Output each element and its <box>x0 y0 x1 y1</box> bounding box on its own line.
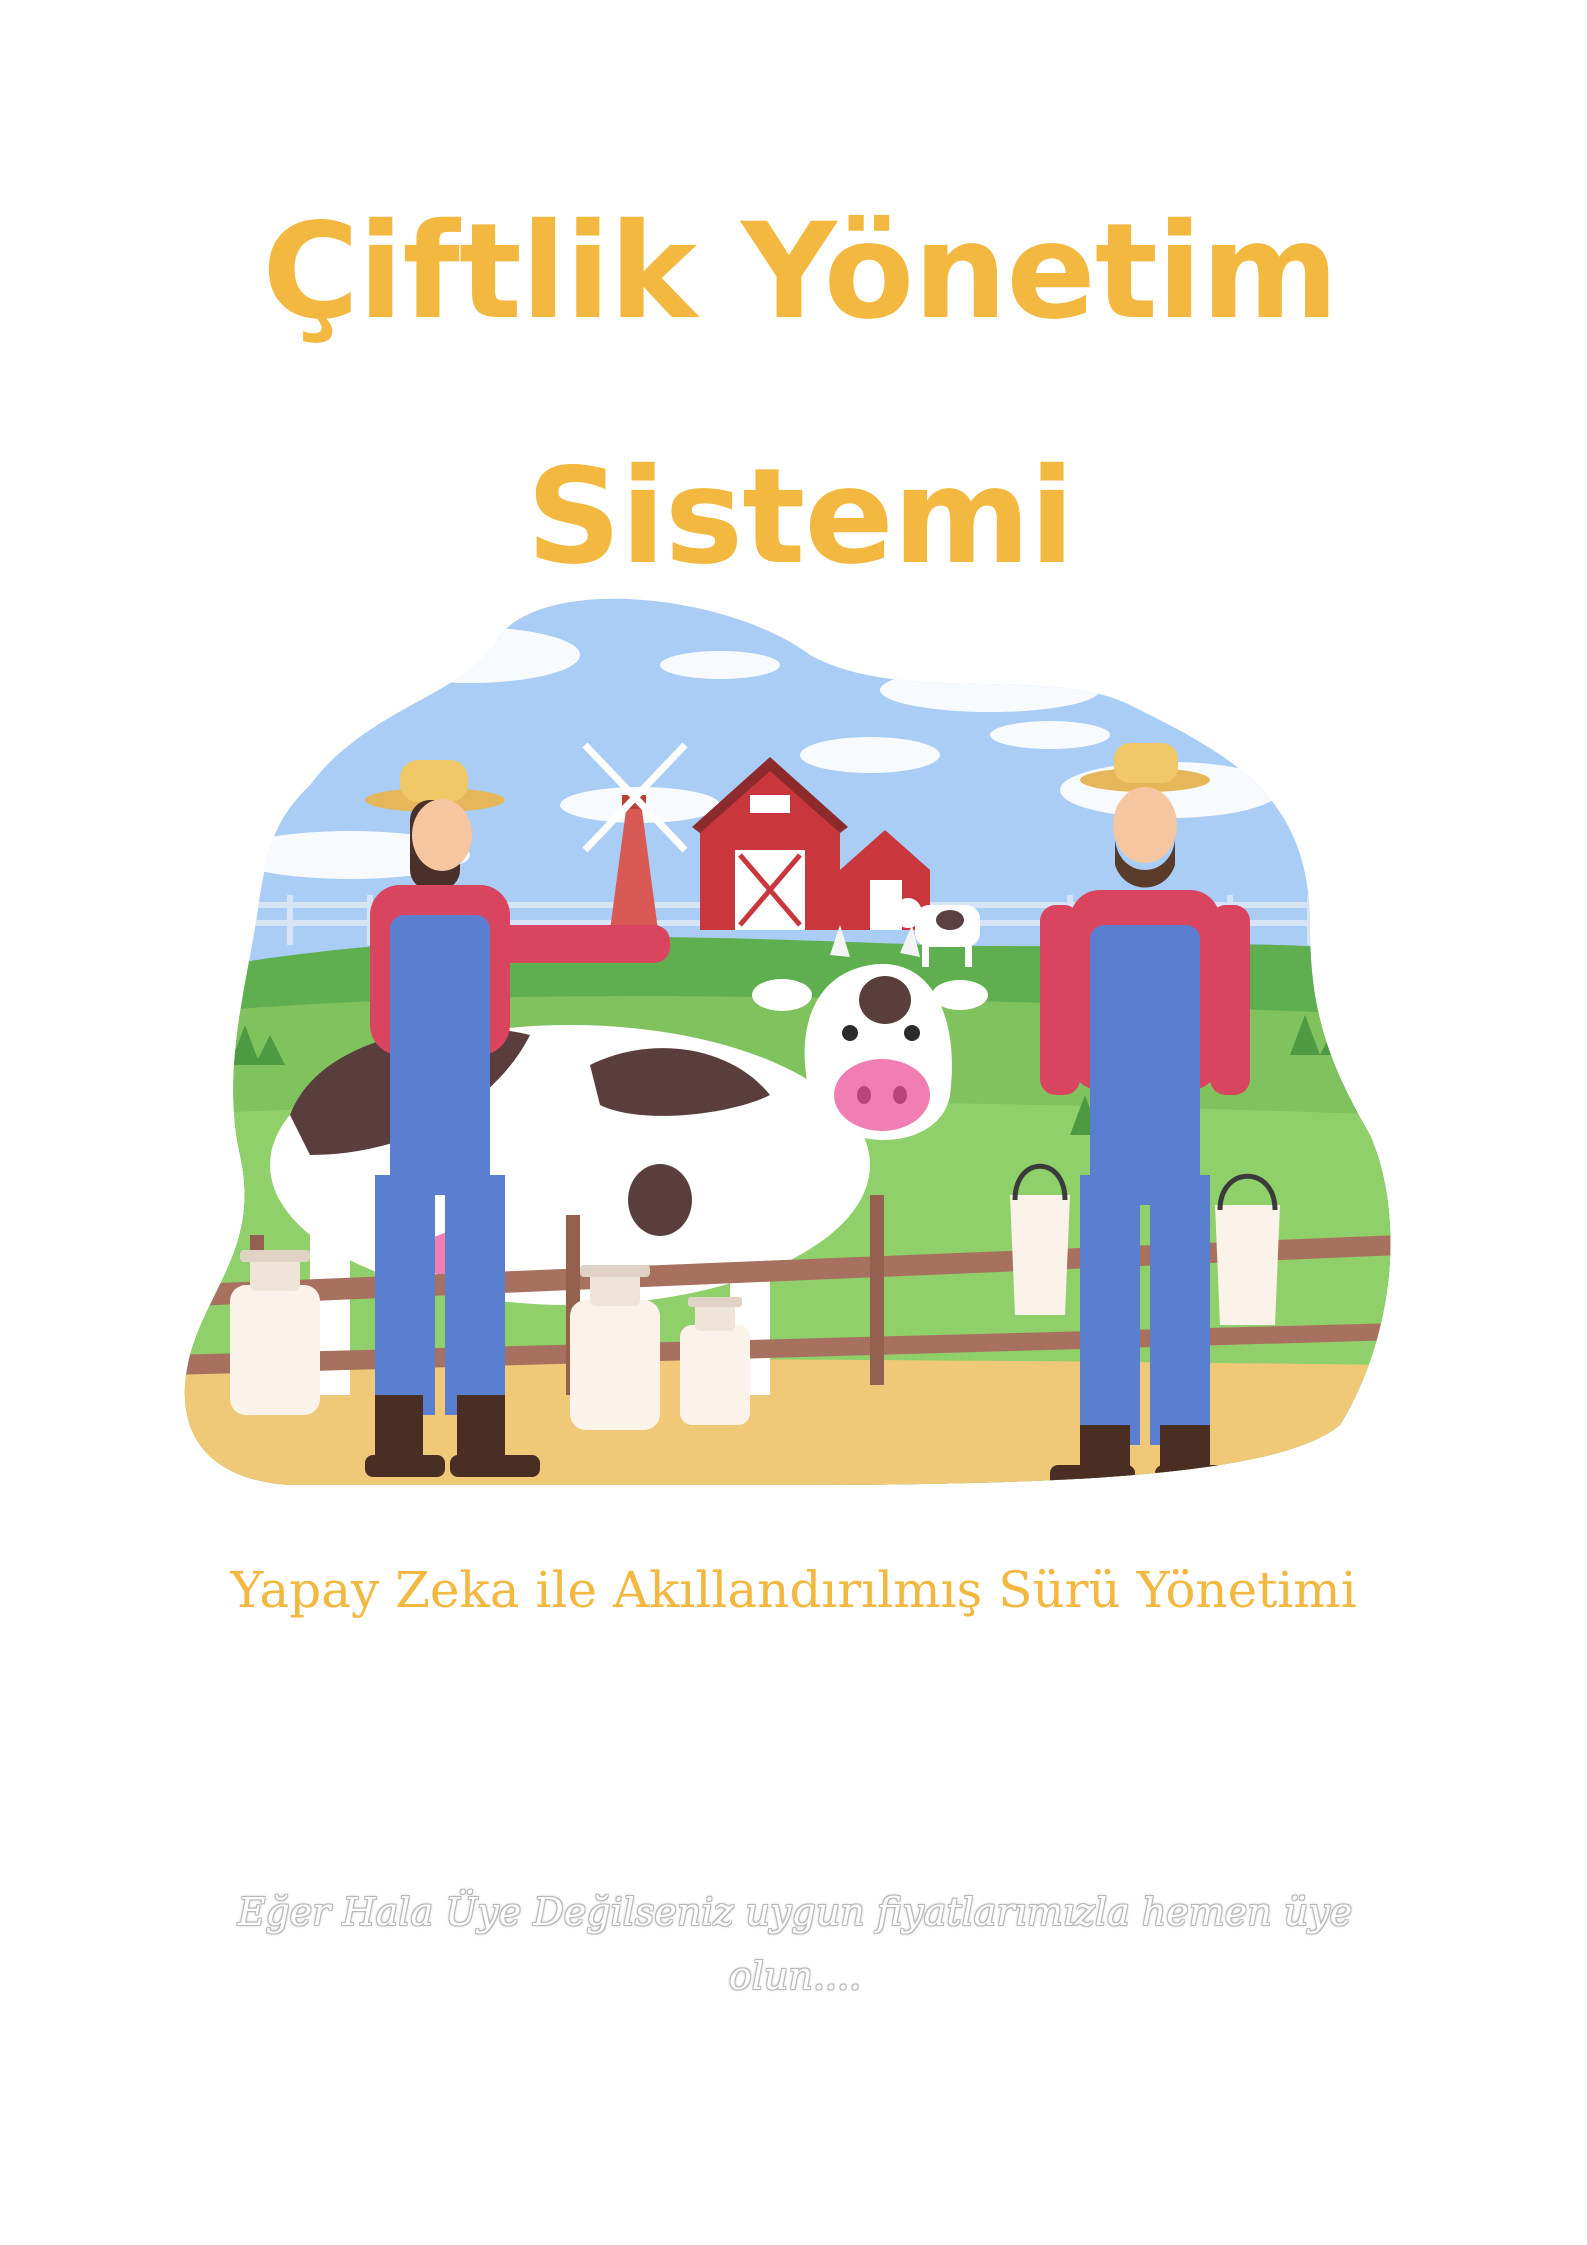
ground <box>170 1359 1400 1495</box>
title-line-2: Sistemi <box>526 440 1074 594</box>
page-title <box>150 150 1450 640</box>
scene-group <box>170 595 1400 1495</box>
farm-illustration <box>170 595 1400 1495</box>
subtitle: Yapay Zeka ile Akıllandırılmış Sürü Yönetimi <box>230 1561 1357 1619</box>
membership-call-to-action: Eğer Hala Üye Değilseniz uygun fiyatlarımızla hemen üye olun.... <box>237 1890 1353 1998</box>
title-line-1: Çiftlik Yönetim <box>262 195 1338 349</box>
